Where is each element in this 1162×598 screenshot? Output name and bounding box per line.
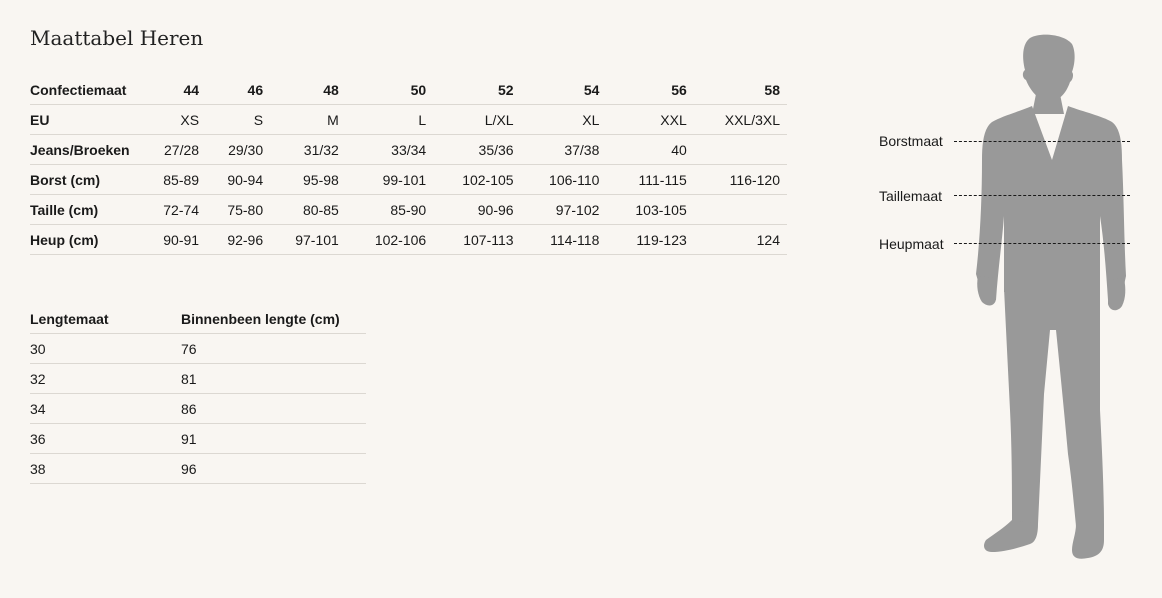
- row-label: EU: [30, 105, 142, 135]
- table-cell: 40: [606, 135, 693, 165]
- table-cell: 85-90: [346, 195, 433, 225]
- header-cell: 44: [142, 75, 206, 105]
- table-cell: 90-94: [206, 165, 270, 195]
- hip-measurement-line: [954, 243, 1130, 244]
- size-table-header-row: [30, 75, 787, 105]
- header-cell: 58: [694, 75, 787, 105]
- table-cell: L/XL: [433, 105, 520, 135]
- table-cell: 97-102: [521, 195, 607, 225]
- table-row: [30, 424, 366, 454]
- silhouette-shape: [976, 35, 1126, 559]
- table-cell: 85-89: [142, 165, 206, 195]
- table-cell: 96: [181, 454, 366, 484]
- table-cell: 114-118: [521, 225, 607, 255]
- chest-measurement-line: [954, 141, 1130, 142]
- table-cell: XXL: [606, 105, 693, 135]
- hip-measurement-label: Heupmaat: [879, 236, 944, 252]
- table-cell: 106-110: [521, 165, 607, 195]
- row-label: Borst (cm): [30, 165, 142, 195]
- table-cell: XXL/3XL: [694, 105, 787, 135]
- table-cell: 91: [181, 424, 366, 454]
- table-cell: 107-113: [433, 225, 520, 255]
- table-row: [30, 165, 787, 195]
- table-cell: 76: [181, 334, 366, 364]
- table-cell: 38: [30, 454, 181, 484]
- table-cell: 29/30: [206, 135, 270, 165]
- table-cell: 116-120: [694, 165, 787, 195]
- table-cell: 97-101: [270, 225, 346, 255]
- table-cell: 102-105: [433, 165, 520, 195]
- length-table-header-row: [30, 304, 366, 334]
- waist-measurement-label: Taillemaat: [879, 188, 943, 204]
- table-cell: XL: [521, 105, 607, 135]
- table-cell: 36: [30, 424, 181, 454]
- header-cell: Confectiemaat: [30, 75, 142, 105]
- row-label: Heup (cm): [30, 225, 142, 255]
- table-row: [30, 364, 366, 394]
- table-cell: 81: [181, 364, 366, 394]
- table-row: [30, 394, 366, 424]
- table-cell: 31/32: [270, 135, 346, 165]
- table-cell: 80-85: [270, 195, 346, 225]
- table-cell: [694, 195, 787, 225]
- table-cell: 95-98: [270, 165, 346, 195]
- table-cell: 33/34: [346, 135, 433, 165]
- table-cell: 27/28: [142, 135, 206, 165]
- table-cell: 103-105: [606, 195, 693, 225]
- table-cell: 92-96: [206, 225, 270, 255]
- table-cell: 119-123: [606, 225, 693, 255]
- table-cell: [694, 135, 787, 165]
- man-silhouette-figure: [968, 30, 1138, 565]
- table-cell: 86: [181, 394, 366, 424]
- table-cell: 72-74: [142, 195, 206, 225]
- table-cell: XS: [142, 105, 206, 135]
- table-row: [30, 334, 366, 364]
- table-cell: S: [206, 105, 270, 135]
- table-cell: 30: [30, 334, 181, 364]
- header-cell: 50: [346, 75, 433, 105]
- table-row: [30, 135, 787, 165]
- header-cell: 46: [206, 75, 270, 105]
- header-cell: Lengtemaat: [30, 304, 181, 334]
- page-title: Maattabel Heren: [30, 26, 204, 50]
- length-table: [30, 304, 366, 484]
- table-cell: M: [270, 105, 346, 135]
- row-label: Taille (cm): [30, 195, 142, 225]
- table-cell: 90-91: [142, 225, 206, 255]
- chest-measurement-label: Borstmaat: [879, 133, 943, 149]
- table-cell: 124: [694, 225, 787, 255]
- table-cell: L: [346, 105, 433, 135]
- header-cell: 56: [606, 75, 693, 105]
- table-cell: 90-96: [433, 195, 520, 225]
- table-cell: 102-106: [346, 225, 433, 255]
- table-cell: 75-80: [206, 195, 270, 225]
- table-cell: 34: [30, 394, 181, 424]
- table-row: [30, 454, 366, 484]
- table-cell: 35/36: [433, 135, 520, 165]
- table-cell: 99-101: [346, 165, 433, 195]
- header-cell: Binnenbeen lengte (cm): [181, 304, 366, 334]
- table-row: [30, 105, 787, 135]
- header-cell: 54: [521, 75, 607, 105]
- table-cell: 37/38: [521, 135, 607, 165]
- header-cell: 48: [270, 75, 346, 105]
- table-row: [30, 225, 787, 255]
- waist-measurement-line: [954, 195, 1130, 196]
- row-label: Jeans/Broeken: [30, 135, 142, 165]
- table-cell: 32: [30, 364, 181, 394]
- size-table: [30, 75, 787, 255]
- header-cell: 52: [433, 75, 520, 105]
- table-cell: 111-115: [606, 165, 693, 195]
- table-row: [30, 195, 787, 225]
